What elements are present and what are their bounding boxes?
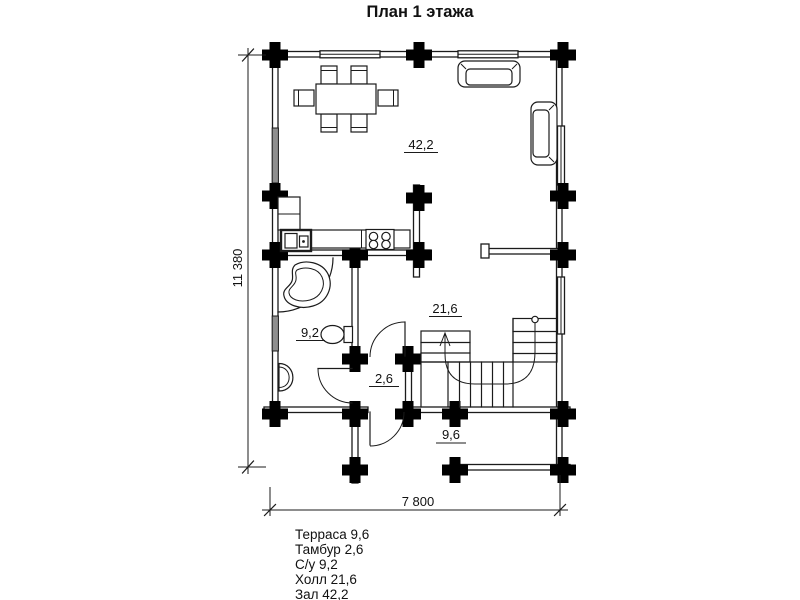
sofa-right [531, 102, 557, 165]
walkline-start-marker [532, 316, 538, 322]
dining-table [316, 84, 376, 114]
wall-exterior-left [273, 52, 279, 413]
legend-item-kholl: Холл 21,6 [295, 572, 357, 587]
kitchen-counter [311, 230, 410, 248]
dining-set [294, 66, 398, 132]
dimension-height-label: 11 380 [230, 248, 245, 288]
room-label-terrasa: 9,6 [441, 427, 461, 442]
dimension-width-label: 7 800 [401, 494, 435, 509]
chair [351, 114, 367, 132]
chair [378, 90, 398, 106]
staircase [421, 316, 557, 407]
plan-title: План 1 этажа [366, 3, 474, 21]
bathroom-door [318, 369, 353, 404]
wall-end-cap [481, 244, 489, 258]
sofa-top [458, 61, 520, 87]
room-label-tambur: 2,6 [374, 371, 394, 386]
kitchen [278, 197, 410, 251]
window-left-upper-shaded [272, 128, 278, 183]
stove [366, 230, 394, 250]
legend-item-su: С/у 9,2 [295, 557, 338, 572]
chair [294, 90, 314, 106]
wall-exterior-bottom-right [404, 407, 570, 413]
room-label-zal: 42,2 [408, 137, 434, 152]
chair [351, 66, 367, 84]
legend-item-terrasa: Терраса 9,6 [295, 527, 370, 542]
stair-walkline [440, 316, 538, 384]
room-label-kholl: 21,6 [432, 301, 458, 316]
wash-basin [279, 364, 293, 392]
window-left-lower-shaded [272, 316, 278, 351]
chair [321, 114, 337, 132]
legend [295, 527, 369, 600]
stair-flight-bottom [448, 319, 513, 408]
dimension-height [230, 48, 266, 474]
toilet [321, 326, 353, 344]
chair [321, 66, 337, 84]
dimension-width [262, 475, 568, 516]
legend-item-zal: Зал 42,2 [295, 587, 349, 600]
legend-item-tambur: Тамбур 2,6 [295, 542, 364, 557]
tambour-door [370, 322, 405, 357]
room-label-su: 9,2 [300, 325, 320, 340]
